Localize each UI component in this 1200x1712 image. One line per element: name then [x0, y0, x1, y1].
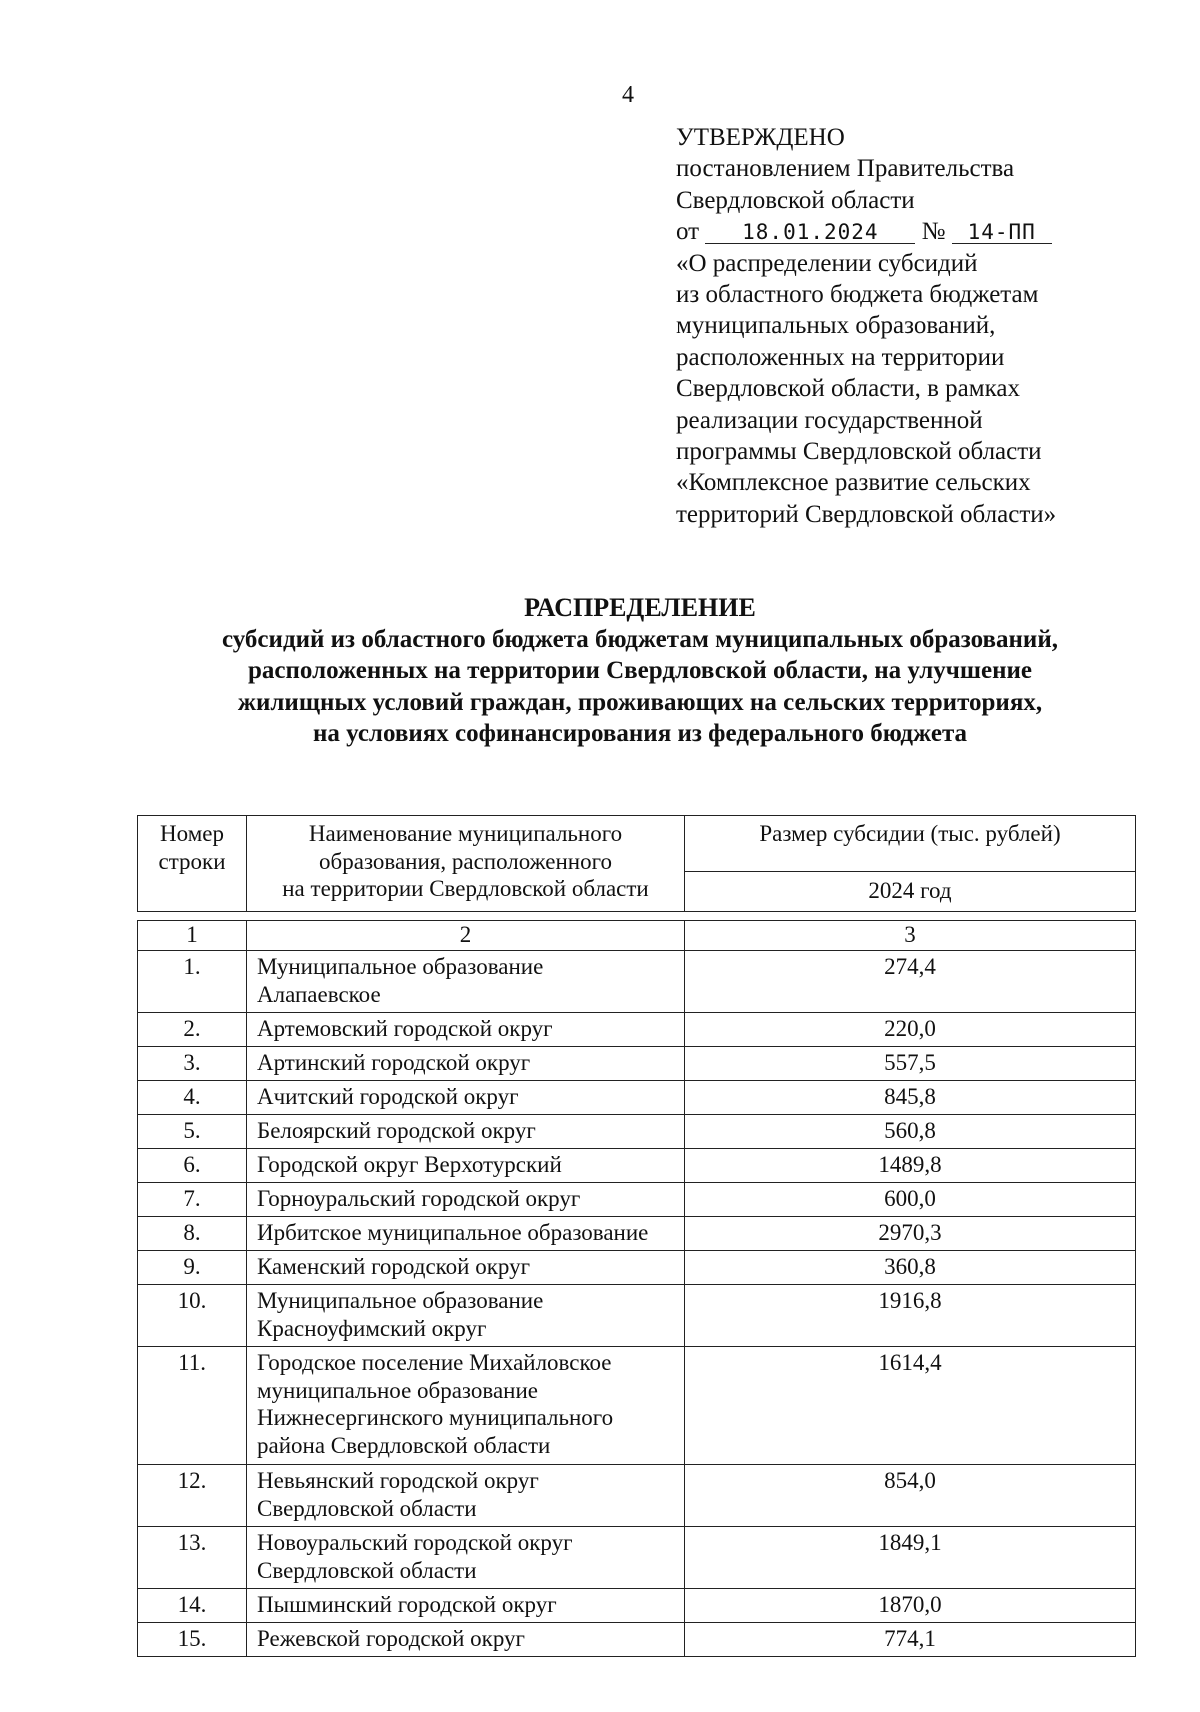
table-row	[138, 1013, 1136, 1047]
row-name-line: Свердловской области	[257, 1495, 477, 1521]
approval-heading: УТВЕРЖДЕНО	[676, 124, 845, 151]
row-name	[247, 1465, 685, 1527]
row-number: 14.	[138, 1589, 247, 1623]
row-number: 4.	[138, 1081, 247, 1115]
row-number: 2.	[138, 1013, 247, 1047]
title-line: субсидий из областного бюджета бюджетам муниципальных образований,	[222, 625, 1058, 653]
row-number: 12.	[138, 1465, 247, 1527]
row-number: 7.	[138, 1183, 247, 1217]
row-value: 557,5	[685, 1047, 1136, 1081]
data-table	[137, 920, 1136, 1657]
table-row	[138, 1115, 1136, 1149]
row-number: 15.	[138, 1623, 247, 1657]
number-prefix: №	[921, 218, 946, 246]
row-number: 10.	[138, 1285, 247, 1347]
approval-subject-line: реализации государственной	[676, 406, 983, 434]
row-value: 2970,3	[685, 1217, 1136, 1251]
approval-subject-line: расположенных на территории	[676, 343, 1005, 371]
row-value: 1870,0	[685, 1589, 1136, 1623]
row-name-line: Артинский городской округ	[257, 1050, 531, 1075]
table-row	[138, 1347, 1136, 1465]
row-value: 845,8	[685, 1081, 1136, 1115]
row-number: 11.	[138, 1347, 247, 1465]
row-name-line: Нижнесергинского муниципального	[257, 1405, 614, 1430]
approval-number: 14-ПП	[952, 221, 1052, 244]
title-line: жилищных условий граждан, проживающих на сельских территориях,	[237, 688, 1043, 716]
row-name-line: Горноуральский городской округ	[257, 1186, 581, 1211]
row-name-line: Режевской городской округ	[257, 1626, 525, 1651]
row-name	[247, 1285, 685, 1347]
approval-subject-line: «Комплексное развитие сельских	[676, 469, 1031, 497]
row-name	[247, 1527, 685, 1589]
row-name	[247, 1347, 685, 1465]
approval-subject-line: «О распределении субсидий	[676, 249, 978, 277]
approval-line: постановлением Правительства	[676, 155, 1015, 183]
index-cell: 3	[685, 921, 1136, 951]
row-value: 360,8	[685, 1251, 1136, 1285]
row-name-line: Каменский городской округ	[257, 1254, 531, 1279]
row-value: 220,0	[685, 1013, 1136, 1047]
row-name-line: Белоярский городской округ	[257, 1118, 536, 1143]
row-name-line: Пышминский городской округ	[257, 1592, 557, 1617]
row-number: 3.	[138, 1047, 247, 1081]
approval-line: Свердловской области	[676, 186, 915, 214]
row-number: 1.	[138, 951, 247, 1013]
row-name	[247, 951, 685, 1013]
table-row	[138, 1047, 1136, 1081]
row-name-line: Ирбитское муниципальное образование	[257, 1220, 649, 1245]
row-number: 13.	[138, 1527, 247, 1589]
row-name	[247, 1115, 685, 1149]
approval-subject-line: из областного бюджета бюджетам	[676, 281, 1039, 309]
row-value: 854,0	[685, 1465, 1136, 1527]
row-name	[247, 1047, 685, 1081]
table-row	[138, 1149, 1136, 1183]
row-name-line: Ачитский городской округ	[257, 1084, 519, 1109]
row-name	[247, 1251, 685, 1285]
document-title	[120, 592, 1160, 750]
header-year: 2024 год	[685, 872, 1136, 912]
page-number: 4	[622, 82, 634, 108]
row-value: 1489,8	[685, 1149, 1136, 1183]
row-name	[247, 1623, 685, 1657]
table-row	[138, 1251, 1136, 1285]
row-name-line: Городское поселение Михайловское	[257, 1350, 612, 1375]
header-number: Номер строки	[138, 816, 247, 912]
row-value: 1614,4	[685, 1347, 1136, 1465]
table-row	[138, 951, 1136, 1013]
row-name-line: Муниципальное образование	[257, 1288, 544, 1313]
index-row	[138, 921, 1136, 951]
row-name	[247, 1589, 685, 1623]
row-name-line: Алапаевское	[257, 981, 381, 1007]
row-name-line: Свердловской области	[257, 1557, 477, 1583]
index-cell: 1	[138, 921, 247, 951]
row-name	[247, 1013, 685, 1047]
row-value: 600,0	[685, 1183, 1136, 1217]
row-name-line: Муниципальное образование	[257, 954, 544, 979]
table-row	[138, 1081, 1136, 1115]
row-value: 1849,1	[685, 1527, 1136, 1589]
table-row	[138, 1183, 1136, 1217]
row-value: 774,1	[685, 1623, 1136, 1657]
title-line: на условиях софинансирования из федерального бюджета	[312, 720, 968, 747]
row-value: 560,8	[685, 1115, 1136, 1149]
header-amount: Размер субсидии (тыс. рублей)	[685, 816, 1136, 872]
row-name-line: Городской округ Верхотурский	[257, 1152, 562, 1177]
row-name-line: Новоуральский городской округ	[257, 1530, 573, 1555]
approval-subject-line: территорий Свердловской области»	[676, 500, 1057, 528]
table-row	[138, 1465, 1136, 1527]
header-name: Наименование муниципального образования, расположенного на территории Свердловской области	[247, 816, 685, 912]
row-number: 8.	[138, 1217, 247, 1251]
row-value: 1916,8	[685, 1285, 1136, 1347]
row-name	[247, 1149, 685, 1183]
approval-date: 18.01.2024	[705, 221, 915, 244]
index-cell: 2	[247, 921, 685, 951]
row-value: 274,4	[685, 951, 1136, 1013]
row-name	[247, 1183, 685, 1217]
row-name-line: Невьянский городской округ	[257, 1468, 539, 1493]
approval-subject-line: Свердловской области, в рамках	[676, 375, 1020, 403]
row-number: 9.	[138, 1251, 247, 1285]
row-name-line: муниципальное образование	[257, 1377, 538, 1403]
table-row	[138, 1285, 1136, 1347]
row-name-line: Артемовский городской округ	[257, 1016, 553, 1041]
row-name-line: района Свердловской области	[257, 1432, 551, 1458]
date-prefix: от	[676, 218, 700, 246]
table-row	[138, 1589, 1136, 1623]
approval-subject-line: муниципальных образований,	[676, 312, 996, 340]
row-name	[247, 1081, 685, 1115]
row-number: 6.	[138, 1149, 247, 1183]
title-line: расположенных на территории Свердловской области, на улучшение	[248, 657, 1032, 684]
table-row	[138, 1623, 1136, 1657]
approval-subject-line: программы Свердловской области	[676, 438, 1042, 466]
approval-date-line	[676, 216, 1176, 247]
table-header	[137, 815, 1136, 912]
table-row	[138, 1527, 1136, 1589]
approval-stamp	[676, 122, 1176, 530]
row-name	[247, 1217, 685, 1251]
table-row	[138, 1217, 1136, 1251]
row-number: 5.	[138, 1115, 247, 1149]
row-name-line: Красноуфимский округ	[257, 1315, 487, 1341]
title-main: РАСПРЕДЕЛЕНИЕ	[524, 593, 756, 622]
